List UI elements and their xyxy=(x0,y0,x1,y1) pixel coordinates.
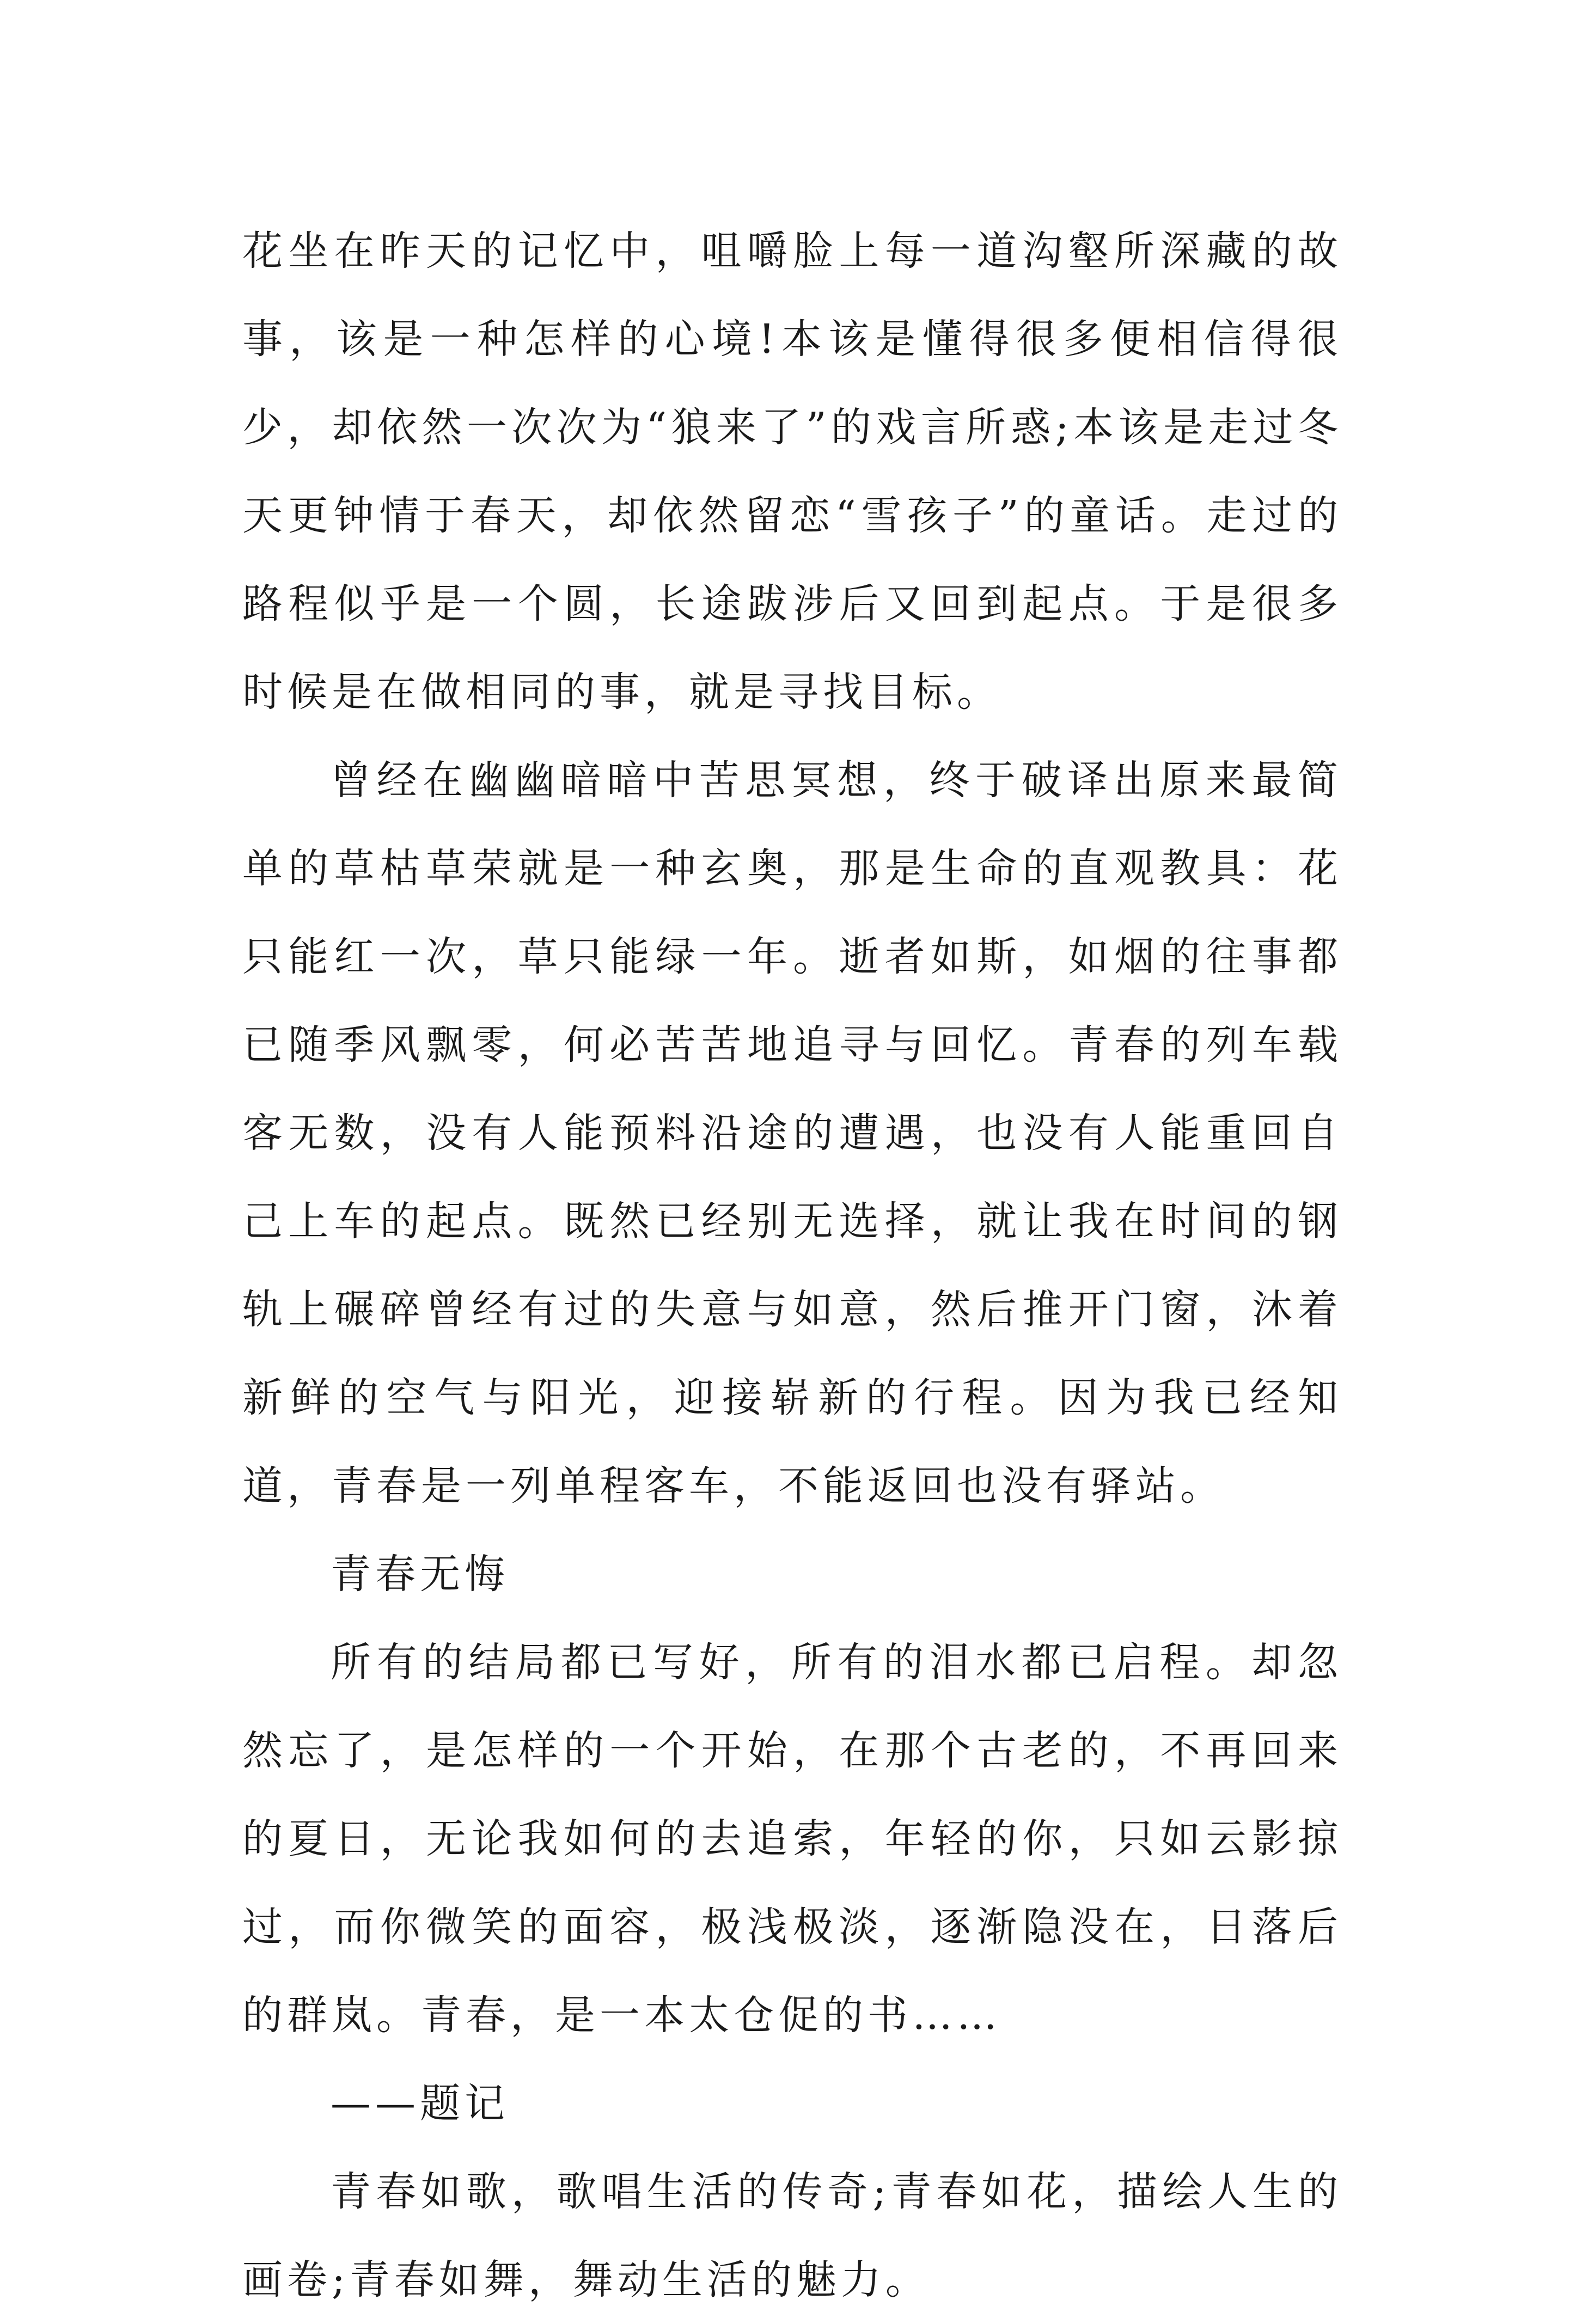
paragraph-youth-song: 青春如歌，歌唱生活的传奇;青春如花，描绘人生的画卷;青春如舞，舞动生活的魅力。 xyxy=(242,2168,1342,2303)
paragraph-continued: 花坐在昨天的记忆中，咀嚼脸上每一道沟壑所深藏的故事，该是一种怎样的心境!本该是懂得很多便相信得很少，却依然一次次为“狼来了”的戏言所惑;本该是走过冬天更钟情于春天，却依然留恋“雪孩子”的童话。走过的路程似乎是一个圆，长途跋涉后又回到起点。于是很多时候是在做相同的事，就是寻找目标。 xyxy=(242,228,1342,715)
paragraph-youth-train: 曾经在幽幽暗暗中苦思冥想，终于破译出原来最简单的草枯草荣就是一种玄奥，那是生命的直观教具：花只能红一次，草只能绿一年。逝者如斯，如烟的往事都已随季风飘零，何必苦苦地追寻与回忆。青春的列车载客无数，没有人能预料沿途的遭遇，也没有人能重回自己上车的起点。既然已经别无选择，就让我在时间的钢轨上碾碎曾经有过的失意与如意，然后推开门窗，沐着新鲜的空气与阳光，迎接崭新的行程。因为我已经知道，青春是一列单程客车，不能返回也没有驿站。 xyxy=(242,757,1342,1509)
document-body xyxy=(242,207,1342,2324)
paragraph-epigraph: 所有的结局都已写好，所有的泪水都已启程。却忽然忘了，是怎样的一个开始，在那个古老的，不再回来的夏日，无论我如何的去追索，年轻的你，只如云影掠过，而你微笑的面容，极浅极淡，逐渐隐没在，日落后的群岚。青春，是一本太仓促的书…… xyxy=(242,1639,1342,2039)
section-heading: 青春无悔 xyxy=(331,1551,509,1598)
epigraph-attribution: ——题记 xyxy=(331,2080,509,2127)
